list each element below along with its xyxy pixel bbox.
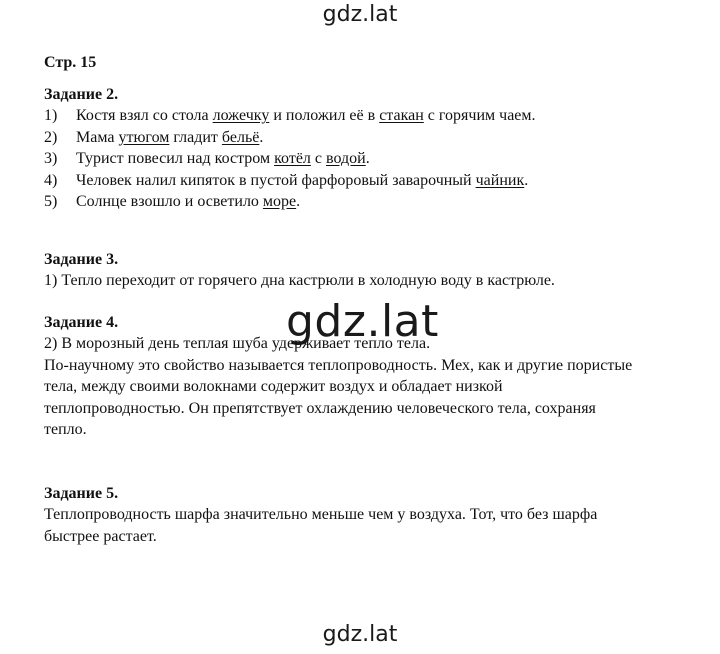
underlined-word: утюгом — [118, 128, 170, 146]
task-5 — [44, 483, 704, 548]
underlined-word: бельё — [221, 128, 260, 146]
item-text: Костя взял со стола ложечку и положил её в стакан с горячим чаем. — [76, 107, 536, 124]
task-4-line: По-научному это свойство называется теплопроводность. Мех, как и другие пористые — [44, 356, 633, 374]
task-4 — [44, 312, 704, 441]
task-3 — [44, 249, 704, 292]
underlined-word: чайник — [475, 171, 525, 189]
underlined-word: стакан — [379, 107, 424, 124]
item-number: 4) — [44, 171, 58, 189]
watermark-bottom: gdz.lat — [322, 622, 398, 647]
item-text: Мама утюгом гладит бельё. — [76, 128, 264, 146]
item-number: 3) — [44, 150, 58, 167]
task-4-title: Задание 4. — [44, 313, 119, 331]
item-number: 2) — [44, 128, 58, 146]
task-4-line: тепло. — [44, 421, 87, 438]
task-2-item-2 — [44, 127, 704, 149]
task-2-item-3 — [44, 148, 704, 170]
task-3-text: 1) Тепло переходит от горячего дна кастрюли в холодную воду в кастрюле. — [44, 272, 555, 289]
task-3-title: Задание 3. — [44, 250, 119, 268]
task-5-line: Теплопроводность шарфа значительно меньше чем у воздуха. Тот, что без шарфа — [44, 506, 598, 523]
task-2 — [44, 84, 704, 213]
task-4-line: тела, между своими волокнами содержит воздух и обладает низкой — [44, 378, 503, 395]
item-text: Человек налил кипяток в пустой фарфоровый заварочный чайник. — [76, 171, 529, 189]
underlined-word: ложечку — [212, 107, 270, 124]
page-label: Стр. 15 — [44, 54, 97, 71]
task-2-item-1 — [44, 105, 704, 127]
task-5-title: Задание 5. — [44, 484, 119, 502]
item-number: 1) — [44, 107, 58, 124]
task-2-item-5 — [44, 191, 704, 213]
task-4-line: 2) В морозный день теплая шуба удерживает тепло тела. — [44, 335, 431, 352]
document-body — [44, 52, 704, 547]
task-2-title: Задание 2. — [44, 85, 119, 103]
underlined-word: котёл — [274, 150, 311, 167]
item-text: Турист повесил над костром котёл с водой. — [76, 150, 370, 167]
underlined-word: море — [262, 193, 297, 210]
underlined-word: водой — [326, 150, 366, 167]
watermark-top: gdz.lat — [322, 2, 398, 27]
item-number: 5) — [44, 193, 58, 210]
task-5-line: быстрее растает. — [44, 527, 157, 545]
item-text: Солнце взошло и осветило море. — [76, 193, 301, 210]
task-4-line: теплопроводностью. Он препятствует охлаждению человеческого тела, сохраняя — [44, 399, 596, 417]
watermark-center: gdz.lat — [286, 296, 439, 347]
task-2-item-4 — [44, 170, 704, 192]
